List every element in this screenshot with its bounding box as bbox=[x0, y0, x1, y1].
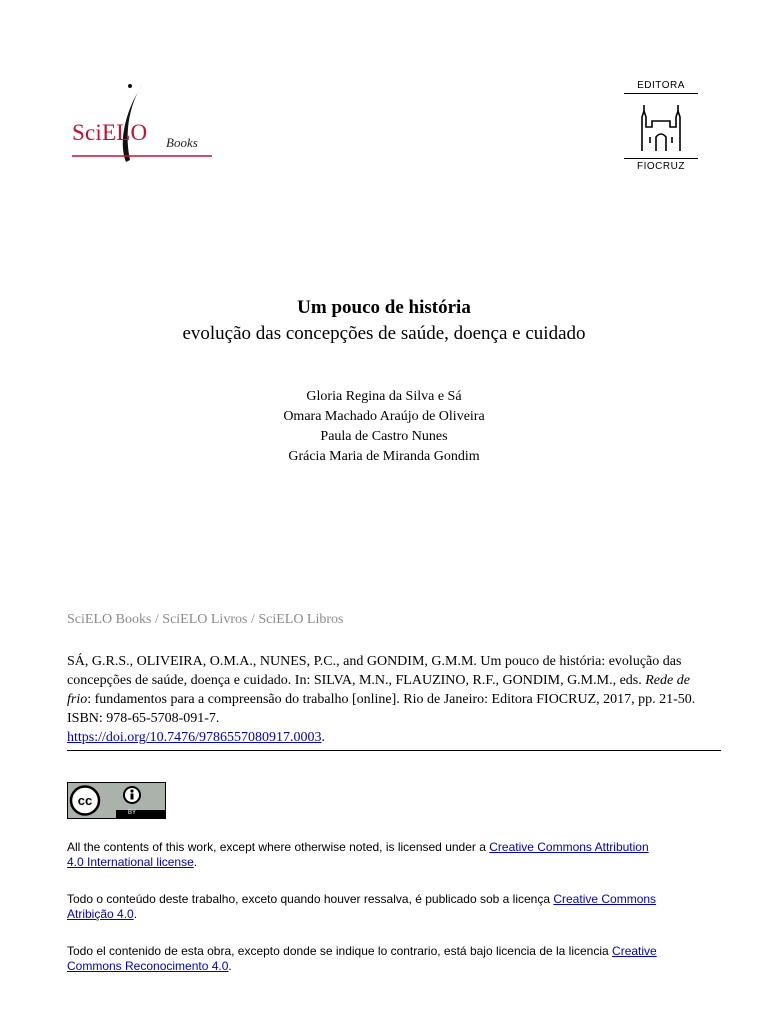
scielo-books-logo bbox=[66, 72, 214, 176]
author-name: Gloria Regina da Silva e Sá bbox=[306, 389, 462, 404]
fiocruz-label: FIOCRUZ bbox=[624, 158, 698, 172]
license-text-english bbox=[67, 840, 667, 870]
citation-text: SÁ, G.R.S., OLIVEIRA, O.M.A., NUNES, P.C., and GONDIM, G.M.M. Um pouco de história: evolução das concepções de saúde, doença e cuidado. In: SILVA, M.N., FLAUZINO, R.F., GONDIM, G.M.M., eds. bbox=[67, 654, 682, 688]
author-name: Paula de Castro Nunes bbox=[320, 429, 448, 444]
by-label: BY bbox=[127, 810, 136, 816]
citation-end: . bbox=[321, 730, 325, 745]
license-text: All the contents of this work, except where otherwise noted, is licensed under a bbox=[67, 840, 490, 854]
fiocruz-castle-icon bbox=[636, 97, 686, 153]
citation-book-title: Rede de frio bbox=[67, 673, 690, 707]
license-end: . bbox=[193, 855, 198, 869]
scielo-books-label: Books bbox=[166, 135, 198, 150]
license-end: . bbox=[228, 959, 232, 973]
author-name: Omara Machado Araújo de Oliveira bbox=[283, 409, 485, 424]
doi-link[interactable]: https://doi.org/10.7476/9786557080917.0003 bbox=[67, 730, 322, 745]
license-text: Todo o conteúdo deste trabalho, exceto quando houver ressalva, é publicado sob a licença bbox=[67, 892, 554, 906]
series-line: SciELO Books / SciELO Livros / SciELO Libros bbox=[67, 612, 344, 627]
divider bbox=[67, 750, 721, 751]
cc-by-license-badge[interactable] bbox=[67, 782, 166, 819]
license-text-spanish bbox=[67, 944, 667, 974]
license-link-portuguese[interactable]: Creative Commons Atribição 4.0 bbox=[67, 892, 657, 921]
author-name: Grácia Maria de Miranda Gondim bbox=[288, 449, 480, 464]
scielo-brand: SciELO bbox=[72, 120, 148, 145]
license-text: Todo el contenido de esta obra, excepto donde se indique lo contrario, está bajo licencia de la licencia bbox=[67, 944, 613, 958]
license-end: . bbox=[133, 907, 138, 921]
citation-text-continued: : fundamentos para a compreensão do trabalho [online]. Rio de Janeiro: Editora FIOCRUZ, 2017, pp. 21-50. ISBN: 978-65-5708-091-7. bbox=[67, 692, 696, 726]
svg-text:cc: cc bbox=[77, 793, 93, 808]
license-text-portuguese bbox=[67, 892, 667, 922]
author-list bbox=[0, 387, 768, 467]
license-link-english[interactable]: Creative Commons Attribution 4.0 International license bbox=[67, 840, 649, 869]
editora-fiocruz-logo bbox=[624, 80, 698, 172]
license-link-spanish[interactable]: Creative Commons Reconocimento 4.0 bbox=[67, 944, 657, 973]
document-title: Um pouco de história bbox=[297, 297, 471, 318]
editora-label: EDITORA bbox=[624, 80, 698, 94]
document-subtitle: evolução das concepções de saúde, doença e cuidado bbox=[182, 323, 586, 344]
cc-by-graphic bbox=[68, 783, 165, 818]
citation bbox=[67, 652, 717, 747]
